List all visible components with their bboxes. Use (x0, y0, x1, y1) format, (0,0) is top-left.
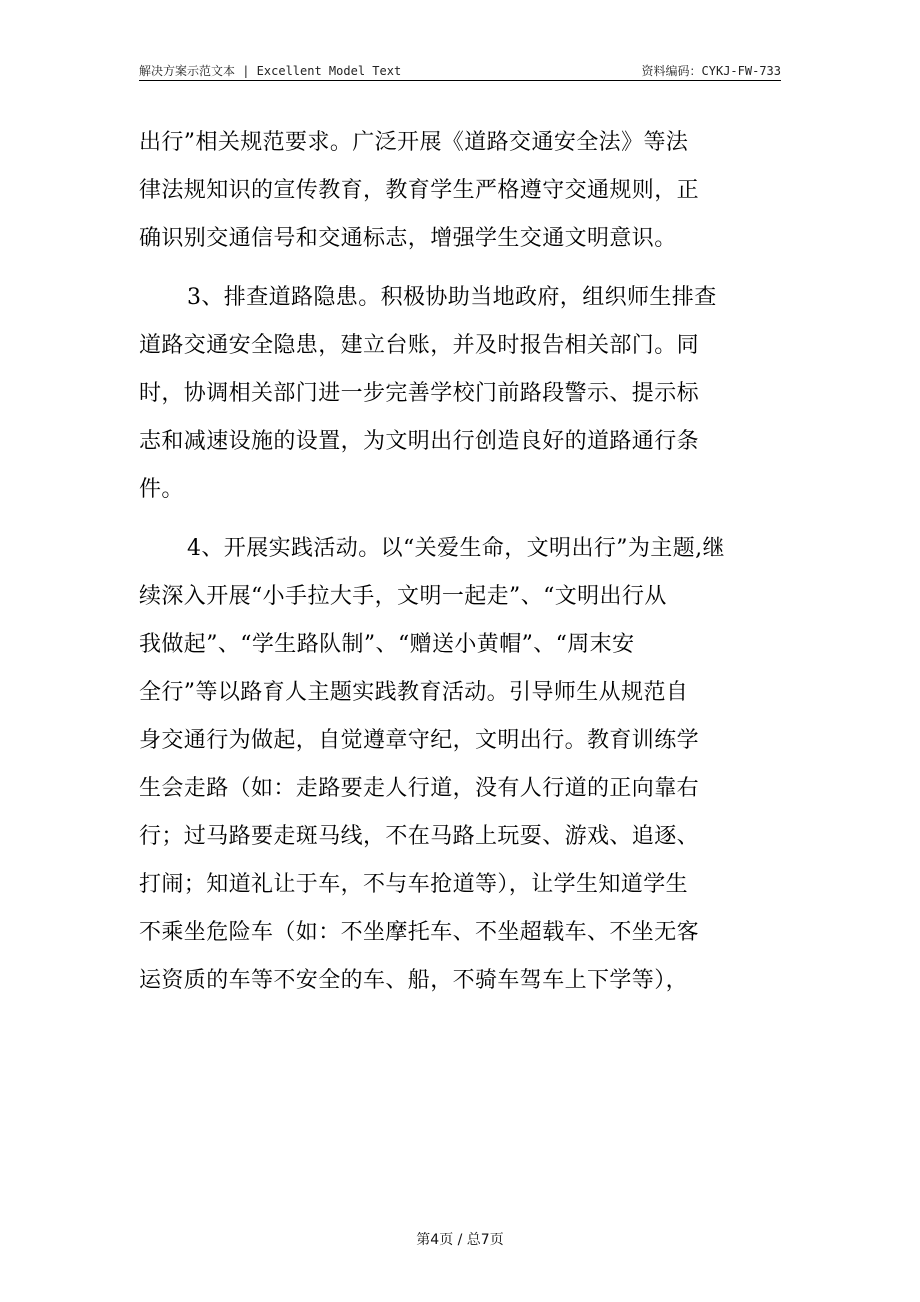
page-indicator: 第4页 / 总7页 (416, 1232, 504, 1248)
paragraph-2-line-5: 件。 (139, 477, 184, 502)
document-code: 资料编码：CYKJ-FW-733 (641, 64, 781, 78)
paragraph-3-line-9: 不乘坐危险车（如：不坐摩托车、不坐超载车、不坐无客 (139, 920, 700, 945)
paragraph-1-line-3: 确识别交通信号和交通标志，增强学生交通文明意识。 (139, 226, 677, 251)
paragraph-3-line-3: 我做起”、“学生路队制”、“赠送小黄帽”、“周末安 (139, 632, 635, 657)
paragraph-3-line-7: 行；过马路要走斑马线，不在马路上玩耍、游戏、追逐、 (139, 824, 700, 849)
document-body (139, 119, 809, 1005)
header-title: 解决方案示范文本 | Excellent Model Text (139, 64, 402, 78)
page-header (139, 58, 781, 81)
page-footer (0, 1229, 920, 1249)
paragraph-3-line-8: 打闹；知道礼让于车，不与车抢道等），让学生知道学生 (139, 872, 689, 897)
paragraph-3-line-5: 身交通行为做起，自觉遵章守纪，文明出行。教育训练学 (139, 728, 700, 753)
paragraph-3-line-10: 运资质的车等不安全的车、船，不骑车驾车上下学等）， (139, 968, 689, 993)
paragraph-3-line-4: 全行”等以路育人主题实践教育活动。引导师生从规范自 (139, 680, 689, 705)
paragraph-3-line-1: 4、开展实践活动。以“关爱生命，文明出行”为主题,继 (187, 536, 725, 561)
paragraph-3-line-6: 生会走路（如：走路要走人行道，没有人行道的正向靠右 (139, 776, 700, 801)
paragraph-3-line-2: 续深入开展“小手拉大手，文明一起走”、“文明出行从 (139, 584, 667, 609)
paragraph-1-line-1: 出行”相关规范要求。广泛开展《道路交通安全法》等法 (139, 130, 689, 155)
paragraph-1-line-2: 律法规知识的宣传教育，教育学生严格遵守交通规则，正 (139, 178, 700, 203)
paragraph-2-line-4: 志和减速设施的设置，为文明出行创造良好的道路通行条 (139, 429, 700, 454)
paragraph-2-line-1: 3、排查道路隐患。积极协助当地政府，组织师生排查 (187, 285, 717, 310)
paragraph-2-line-2: 道路交通安全隐患，建立台账，并及时报告相关部门。同 (139, 333, 700, 358)
paragraph-2-line-3: 时，协调相关部门进一步完善学校门前路段警示、提示标 (139, 381, 700, 406)
